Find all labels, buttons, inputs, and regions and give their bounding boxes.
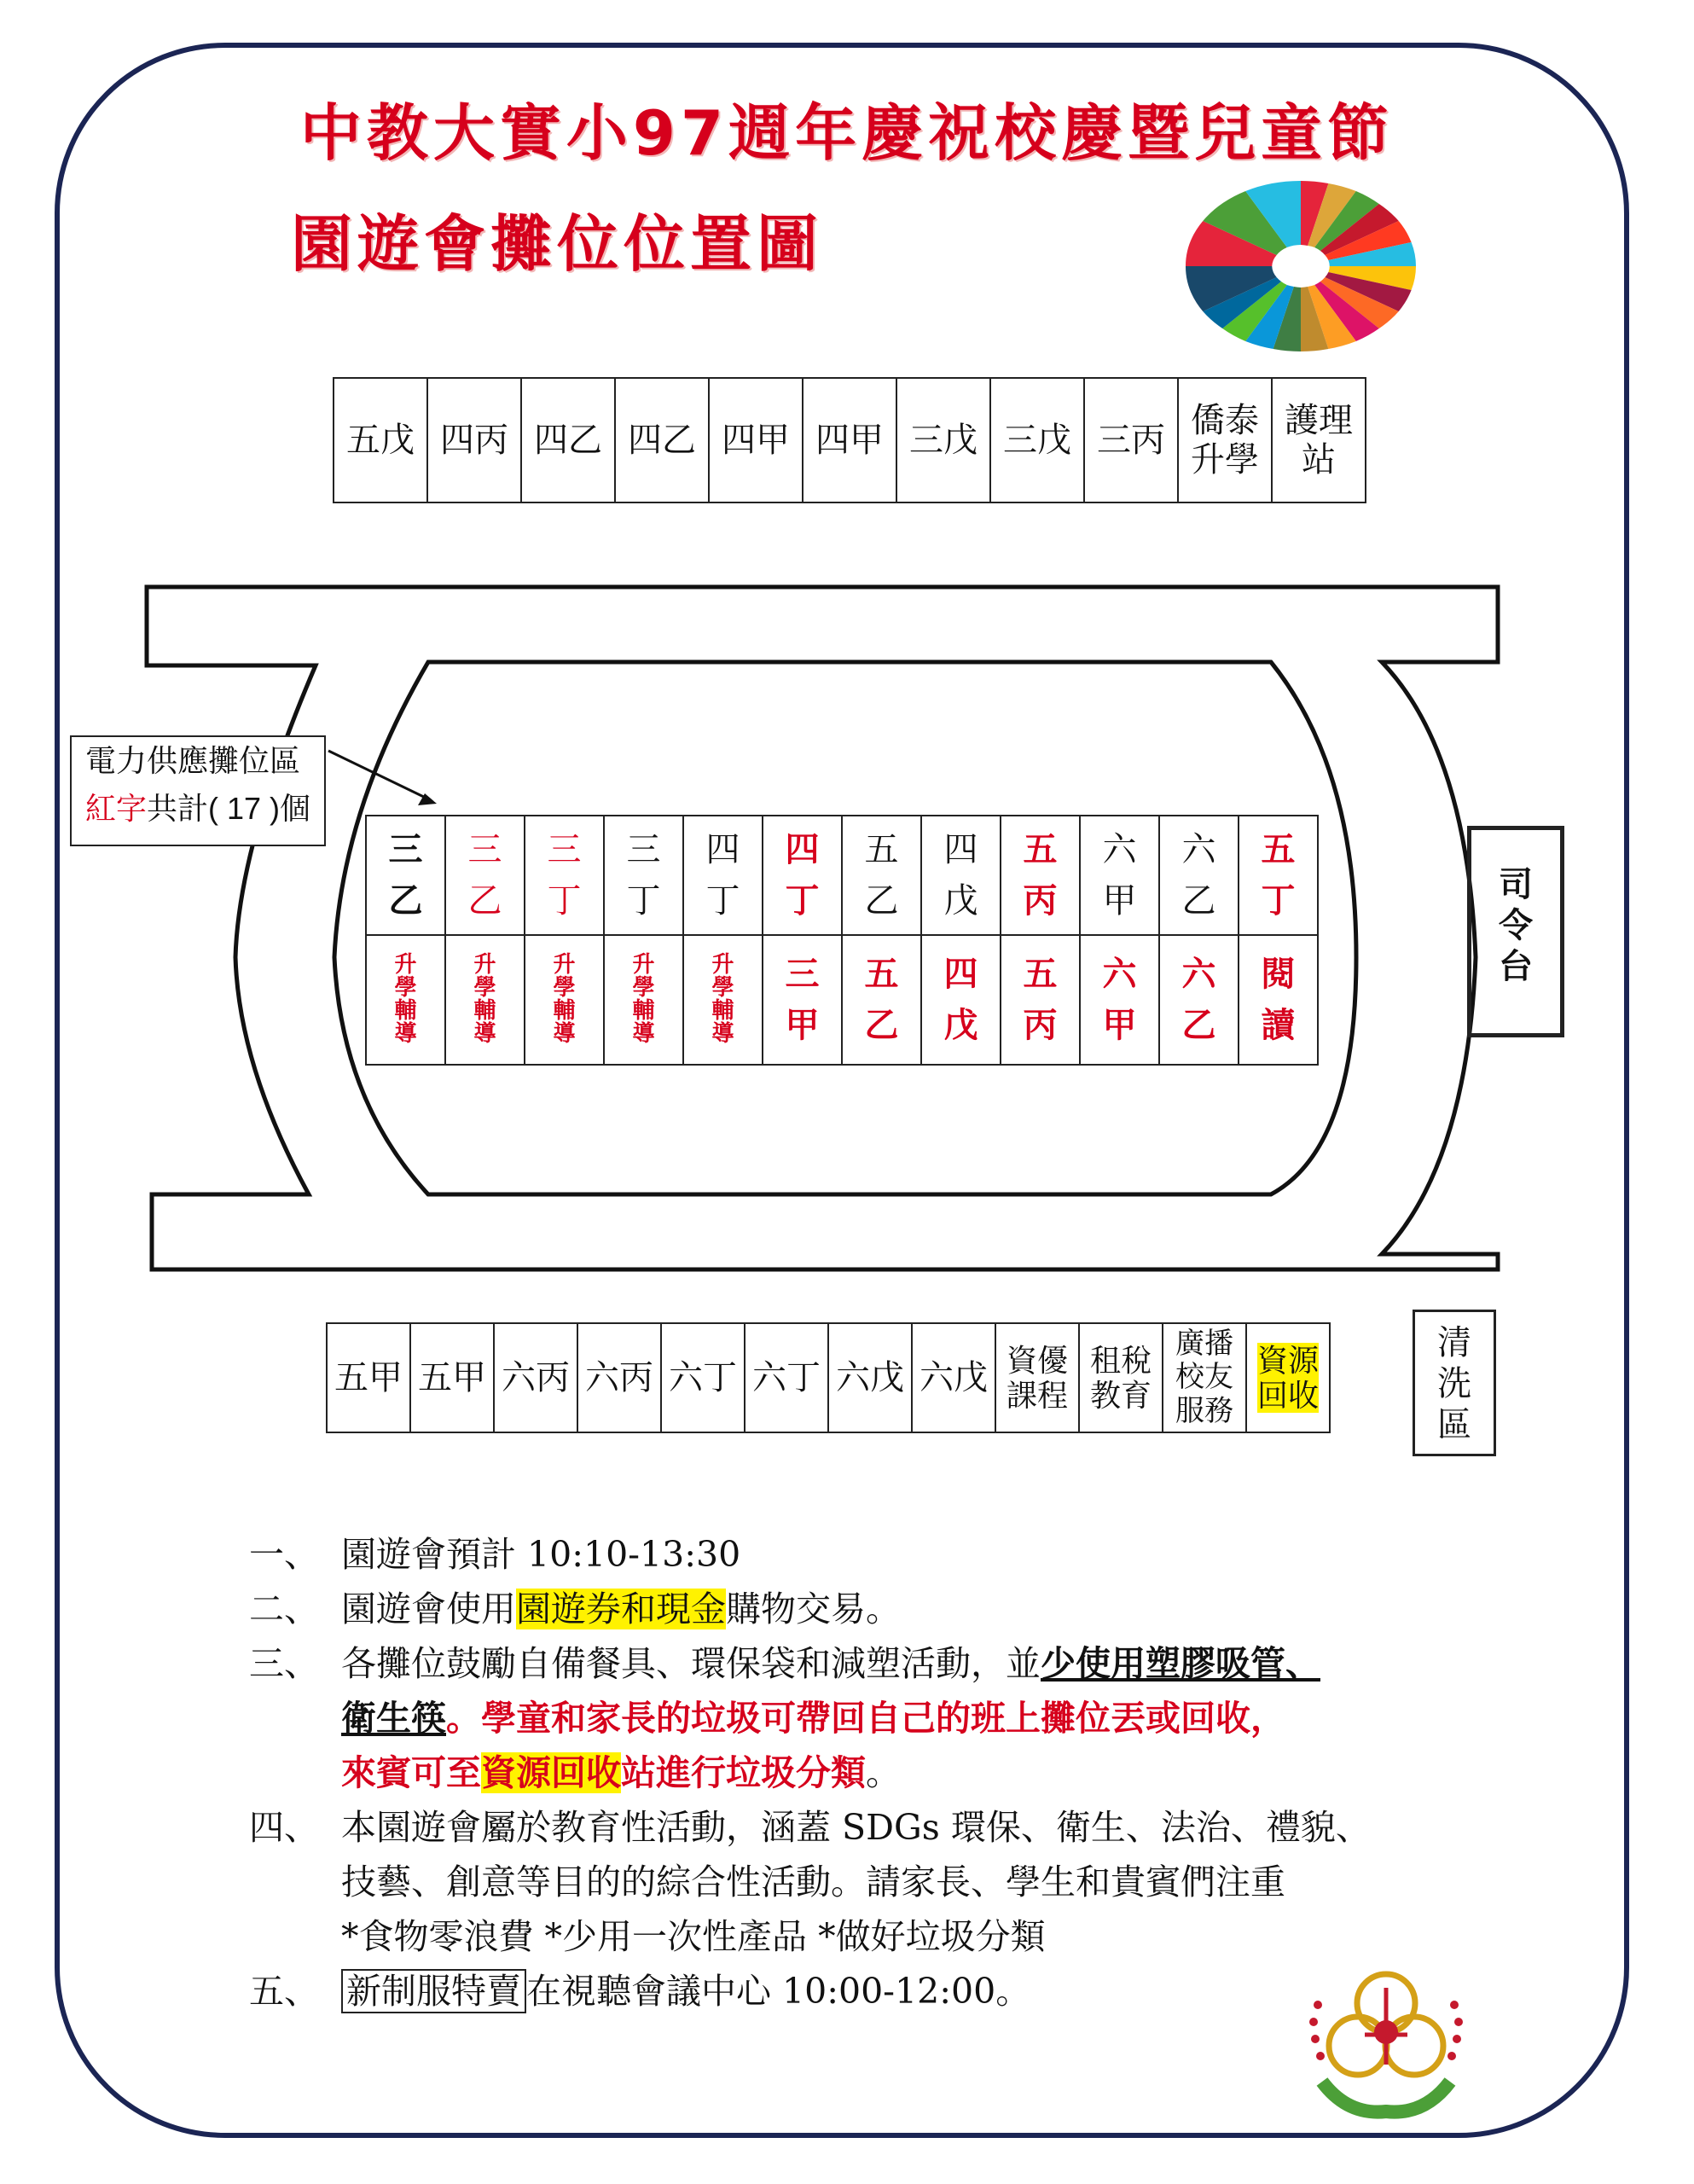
booth-cell-row1: 四 丁 (683, 816, 763, 935)
booth-cell-row1: 三 乙 (366, 816, 445, 935)
booth-cell-row2: 六 甲 (1080, 935, 1159, 1065)
bottom-booth-cell: 六丁 (661, 1323, 745, 1432)
bottom-booth-cell: 六戊 (828, 1323, 912, 1432)
top-booth-cell: 四甲 (803, 378, 896, 502)
booth-cell-row1: 四 丁 (763, 816, 842, 935)
booth-cell-row2: 五 乙 (842, 935, 921, 1065)
booth-cell-row1: 三 丁 (604, 816, 683, 935)
top-booth-cell: 三戊 (896, 378, 990, 502)
highlight-tickets-cash: 園遊券和現金 (516, 1589, 726, 1629)
power-note-count: 共計( 17 )個 (147, 791, 311, 826)
note-4: 四、 本園遊會屬於教育性活動，涵蓋 SDGs 環保、衛生、法治、禮貌、 技藝、創意等目的的綜合性活動。請家長、學生和貴賓們注重 *食物零浪費 *少用一次性產品 *做好垃圾分類 (249, 1807, 1371, 1957)
page-subtitle: 園遊會攤位位置圖 (290, 208, 823, 280)
top-booth-cell: 五戊 (334, 378, 427, 502)
booth-cell-row1: 六 乙 (1159, 816, 1239, 935)
power-note-line1: 電力供應攤位區 (85, 743, 301, 778)
highlight-recycling: 資源回收 (481, 1752, 621, 1793)
notes-list (249, 1527, 1511, 2018)
note-2: 二、 園遊會使用園遊券和現金購物交易。 (249, 1589, 901, 1629)
bottom-booth-cell: 資源 回收 (1246, 1323, 1330, 1432)
booth-cell-row2: 升 學 輔 導 (525, 935, 604, 1065)
washing-area-box: 清 洗 區 (1413, 1310, 1496, 1456)
bottom-booth-cell: 廣播 校友 服務 (1163, 1323, 1246, 1432)
top-booth-cell: 三戊 (990, 378, 1084, 502)
booth-cell-row1: 六 甲 (1080, 816, 1159, 935)
bottom-booth-cell: 六戊 (912, 1323, 995, 1432)
power-note-red-label: 紅字 (85, 791, 148, 826)
top-booth-cell: 僑泰 升學 (1178, 378, 1272, 502)
booth-cell-row2: 升 學 輔 導 (604, 935, 683, 1065)
bottom-booth-cell: 租稅 教育 (1079, 1323, 1163, 1432)
uniform-sale-box: 新制服特賣 (341, 1969, 526, 2013)
booth-cell-row2: 升 學 輔 導 (683, 935, 763, 1065)
note-1: 一、 園遊會預計 10:10-13:30 (249, 1534, 741, 1575)
booth-cell-row2: 五 丙 (1001, 935, 1080, 1065)
note-3: 三、 各攤位鼓勵自備餐具、環保袋和減塑活動，並少使用塑膠吸管、 衛生筷。學童和家長的垃圾可帶回自己的班上攤位丟或回收， 來賓可至資源回收站進行垃圾分類。 (249, 1643, 1320, 1793)
top-booth-cell: 四乙 (615, 378, 709, 502)
booth-cell-row2: 升 學 輔 導 (366, 935, 445, 1065)
booth-cell-row1: 四 戊 (921, 816, 1001, 935)
booth-cell-row1: 五 丁 (1239, 816, 1318, 935)
booth-cell-row2: 三 甲 (763, 935, 842, 1065)
bottom-booth-row (326, 1322, 1331, 1433)
stage-box: 司 令 台 (1467, 826, 1564, 1037)
power-supply-note (70, 735, 326, 846)
booth-cell-row2: 六 乙 (1159, 935, 1239, 1065)
page-title: 中教大實小97週年慶祝校慶暨兒童節 (299, 97, 1395, 169)
bottom-booth-cell: 資優 課程 (995, 1323, 1079, 1432)
bottom-booth-cell: 五甲 (327, 1323, 410, 1432)
top-booth-cell: 四丙 (427, 378, 521, 502)
top-booth-cell: 四甲 (709, 378, 803, 502)
bottom-booth-cell: 六丁 (745, 1323, 828, 1432)
top-booth-cell: 三丙 (1084, 378, 1178, 502)
center-booth-grid (365, 815, 1319, 1066)
bottom-booth-cell: 五甲 (410, 1323, 494, 1432)
booth-cell-row2: 升 學 輔 導 (445, 935, 525, 1065)
booth-cell-row1: 五 乙 (842, 816, 921, 935)
note-5: 五、 新制服特賣 在視聽會議中心 10:00-12:00。 (249, 1971, 1031, 2012)
booth-cell-row2: 閱 讀 (1239, 935, 1318, 1065)
booth-cell-row1: 五 丙 (1001, 816, 1080, 935)
top-booth-cell: 護理 站 (1272, 378, 1366, 502)
booth-cell-row1: 三 丁 (525, 816, 604, 935)
school-emblem (1297, 1954, 1476, 2124)
bottom-booth-cell: 六丙 (577, 1323, 661, 1432)
bottom-booth-cell: 六丙 (494, 1323, 577, 1432)
booth-cell-row2: 四 戊 (921, 935, 1001, 1065)
booth-cell-row1: 三 乙 (445, 816, 525, 935)
top-booth-cell: 四乙 (521, 378, 615, 502)
